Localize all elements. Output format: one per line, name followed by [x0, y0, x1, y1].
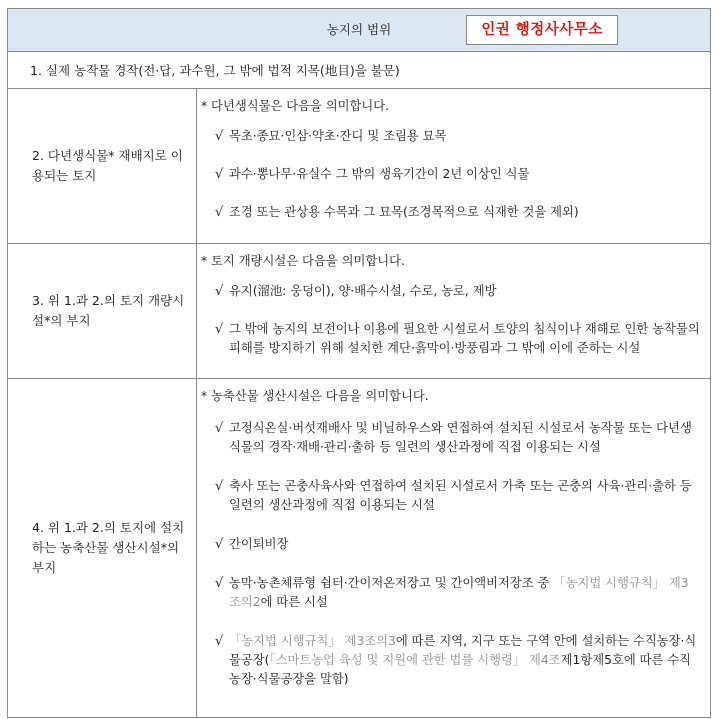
law-reference: 「농지법 시행규칙」 제3조의3 — [229, 634, 396, 648]
law-reference: 「스마트농업 육성 및 지원에 관한 법률 시행령」 제4조 — [269, 653, 561, 667]
check-icon: √ — [215, 284, 224, 299]
row-3-intro: * 토지 개량시설은 다음을 의미합니다. — [201, 254, 405, 268]
check-icon: √ — [215, 479, 224, 494]
check-icon: √ — [215, 634, 224, 649]
farmland-scope-table — [7, 8, 711, 718]
list-item: √ 축사 또는 곤충사육사와 연접하여 설치된 시설로서 가축 또는 곤충의 사육·관리·출하 등 일련의 생산과정에 직접 이용되는 시설 — [215, 477, 700, 515]
office-stamp: 인권 행정사사무소 — [466, 15, 618, 45]
list-item: √ 간이퇴비장 — [215, 537, 289, 552]
row-4-label: 4. 위 1.과 2.의 토지에 설치하는 농축산물 생산시설*의 부지 — [8, 379, 197, 717]
row-2-content — [197, 89, 710, 243]
header-title: 농지의 범위 — [326, 22, 392, 37]
check-icon: √ — [215, 421, 224, 436]
row-3 — [8, 244, 710, 379]
row-3-label: 3. 위 1.과 2.의 토지 개량시설*의 부지 — [8, 244, 197, 378]
row-2-label: 2. 다년생식물* 재배지로 이용되는 토지 — [8, 89, 197, 243]
row-4 — [8, 379, 710, 717]
check-icon: √ — [215, 322, 224, 337]
table-header — [8, 9, 710, 52]
check-icon: √ — [215, 576, 224, 591]
list-item: √ 그 밖에 농지의 보전이나 이용에 필요한 시설로서 토양의 침식이나 재해로 인한 농작물의 피해를 방지하기 위해 설치한 계단·흙막이·방풍림과 그 밖에 이에 준하는 시설 — [215, 320, 700, 358]
list-item: √ 유지(溜池: 웅덩이), 양·배수시설, 수로, 농로, 제방 — [215, 284, 497, 299]
list-item: √ 「농지법 시행규칙」 제3조의3에 따른 지역, 지구 또는 구역 안에 설치하는 수직농장·식물공장(「스마트농업 육성 및 지원에 관한 법률 시행령」 제4조제1항제5호에 따른 수직농장·식물공장을 말함) — [215, 632, 700, 689]
row-2-intro: * 다년생식물은 다음을 의미합니다. — [201, 99, 390, 113]
list-item: √ 농막·농촌체류형 쉼터·간이저온저장고 및 간이액비저장조 중 「농지법 시행규칙」 제3조의2에 따른 시설 — [215, 574, 700, 612]
list-item: √ 고정식온실·버섯재배사 및 비닐하우스와 연접하여 설치된 시설로서 농작물 또는 다년생식물의 경작·재배·관리·출하 등 일련의 생산과정에 직접 이용되는 시설 — [215, 419, 700, 457]
row-4-intro: * 농축산물 생산시설은 다음을 의미합니다. — [201, 389, 429, 403]
row-2 — [8, 89, 710, 244]
list-item: √ 과수·뽕나무·유실수 그 밖의 생육기간이 2년 이상인 식물 — [215, 167, 530, 182]
check-icon: √ — [215, 537, 224, 552]
check-icon: √ — [215, 167, 224, 182]
row-1 — [8, 52, 710, 89]
list-item: √ 조경 또는 관상용 수목과 그 묘목(조경목적으로 식재한 것을 제외) — [215, 205, 579, 220]
list-item: √ 목초·종묘·인삼·약초·잔디 및 조림용 묘목 — [215, 129, 447, 144]
law-reference: 「농지법 시행규칙」 제3조의2 — [229, 576, 689, 609]
row-1-text: 1. 실제 농작물 경작(전·답, 과수원, 그 밖에 법적 지목(地目)을 불문) — [30, 63, 400, 78]
row-4-content — [197, 379, 710, 717]
check-icon: √ — [215, 129, 224, 144]
check-icon: √ — [215, 205, 224, 220]
row-3-content — [197, 244, 710, 378]
